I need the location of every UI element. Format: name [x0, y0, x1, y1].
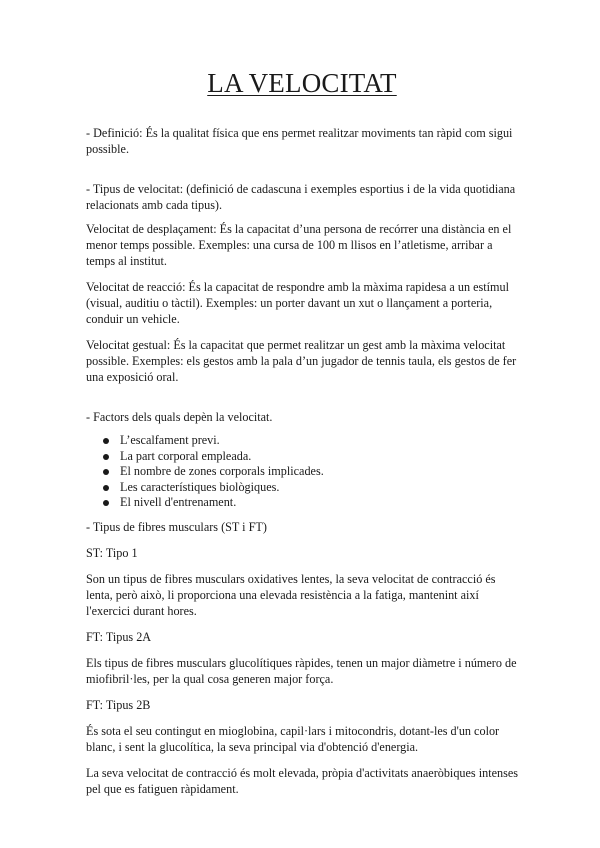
bullet-icon: [103, 454, 109, 460]
bullet-icon: [103, 438, 109, 444]
ft2a-label: FT: Tipus 2A: [86, 629, 152, 644]
type-gestural-paragraph: Velocitat gestual: És la capacitat que permet realitzar un gest amb la màxima velocitat possible. Exemples: els gestos amb la pala d’un jugador de tennis taula, els gestos de fer una exposició oral.: [86, 338, 517, 384]
bullet-icon: [103, 469, 109, 475]
st-label: ST: Tipo 1: [86, 545, 138, 560]
st-paragraph: Son un tipus de fibres musculars oxidatives lentes, la seva velocitat de contracció és lenta, però això, li proporciona una elevada resistència a la fatiga, mantenint així l'exercici durant hores.: [86, 571, 496, 618]
page-title: LA VELOCITAT: [207, 68, 397, 98]
ft2b-paragraph-2: La seva velocitat de contracció és molt elevada, pròpia d'activitats anaeròbiques intenses pel que es fatiguen ràpidament.: [86, 765, 518, 796]
list-item-text: Les característiques biològiques.: [120, 479, 280, 494]
document-page: [86, 68, 518, 797]
list-item-text: El nivell d'entrenament.: [120, 495, 237, 509]
type-displacement-paragraph: Velocitat de desplaçament: És la capacitat d’una persona de recórrer una distància en el menor temps possible. Exemples: una cursa de 100 m llisos en l’atletisme, arribar a temps al institut.: [86, 222, 512, 268]
types-heading: - Tipus de velocitat: (definició de cadascuna i exemples esportius i de la vida quotidiana relacionats amb cada tipus).: [86, 182, 516, 212]
definition-paragraph: - Definició: És la qualitat física que ens permet realitzar moviments tan ràpid com sigui possible.: [86, 126, 513, 156]
list-item-text: L’escalfament previ.: [120, 433, 220, 447]
bullet-icon: [103, 500, 109, 506]
list-item-text: La part corporal empleada.: [120, 448, 252, 463]
ft2a-paragraph: Els tipus de fibres musculars glucolítiques ràpides, tenen un major diàmetre i número de miofibril·les, per la qual cosa generen major força.: [86, 655, 517, 686]
list-item: [120, 449, 518, 465]
list-item-text: El nombre de zones corporals implicades.: [120, 464, 324, 478]
factors-list: [86, 433, 518, 511]
factors-heading: - Factors dels quals depèn la velocitat.: [86, 410, 273, 424]
bullet-icon: [103, 485, 109, 491]
list-item: [120, 495, 518, 511]
ft2b-label: FT: Tipus 2B: [86, 697, 151, 712]
fibers-heading: - Tipus de fibres musculars (ST i FT): [86, 519, 267, 534]
ft2b-paragraph: És sota el seu contingut en mioglobina, capil·lars i mitocondris, dotant-les d'un color blanc, i sent la glucolítica, la seva principal via d'obtenció d'energia.: [86, 723, 500, 754]
type-reaction-paragraph: Velocitat de reacció: És la capacitat de respondre amb la màxima rapidesa a un estímul (visual, auditiu o tàctil). Exemples: un porter davant un xut o llançament a porteria, conduir un vehicle.: [86, 280, 509, 326]
list-item: [120, 433, 518, 449]
list-item: [120, 464, 518, 480]
list-item: [120, 480, 518, 496]
